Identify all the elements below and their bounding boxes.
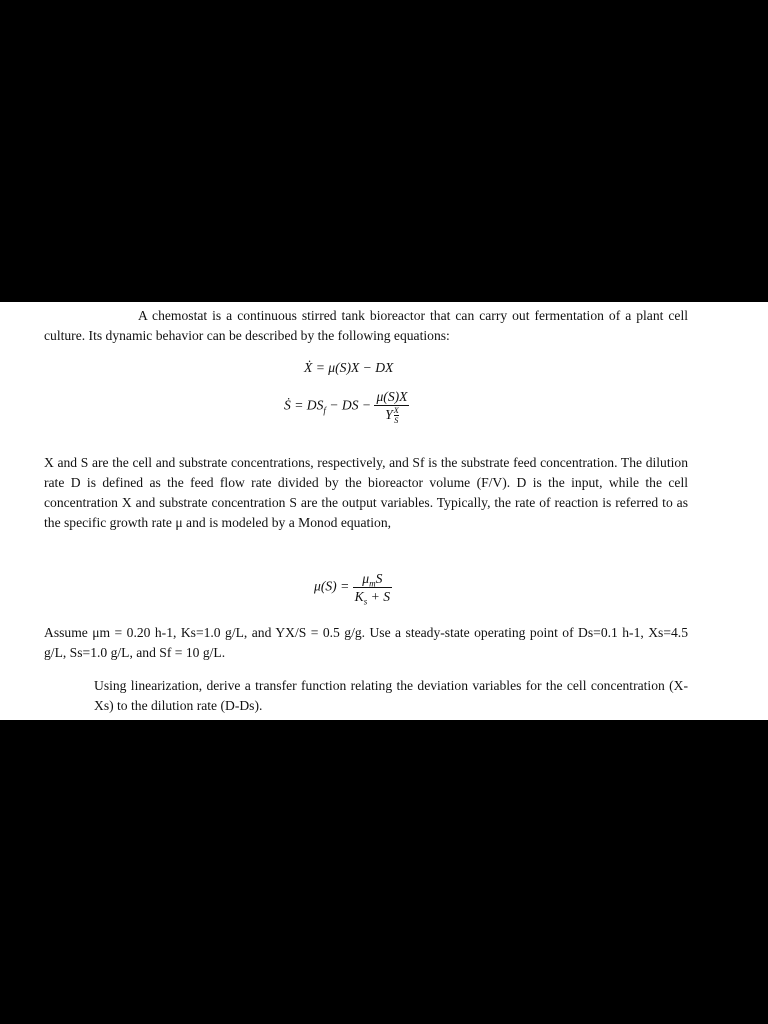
substrate-balance-equation: [284, 388, 409, 440]
eq2-rhs-a-sub: f: [323, 405, 326, 416]
eq1-equals: =: [312, 360, 329, 375]
eq3-frac-num: [353, 570, 392, 588]
eq2-frac-den-main: Y: [385, 407, 393, 422]
eq2-rhs-a: DS: [306, 397, 324, 413]
assume-paragraph: Assume μm = 0.20 h-1, Ks=1.0 g/L, and YX/S = 0.5 g/g. Use a steady-state operating point of Ds=0.1 h-1, Xs=4.5 g/L, Ss=1.0 g/L, and Sf = 10 g/L.: [44, 625, 688, 660]
intro-paragraph: A chemostat is a continuous stirred tank bioreactor that can carry out fermentation of a plant cell culture. Its dynamic behavior can be described by the following equations:: [44, 308, 688, 343]
eq2-frac-den-sub-top: X: [393, 405, 399, 415]
cell-balance-equation: [304, 358, 393, 378]
document-page: [0, 302, 768, 720]
eq2-frac-den: [374, 406, 409, 425]
eq2-rhs-b: − DS −: [325, 397, 375, 413]
eq2-fraction: [374, 388, 409, 425]
eq2-lhs: Ṡ: [284, 397, 291, 413]
eq3-den-rest: + S: [367, 589, 391, 604]
eq1-rhs: μ(S)X − DX: [328, 360, 394, 375]
eq3-num-s: S: [375, 571, 383, 586]
eq3-den-k-sub: s: [363, 596, 368, 607]
eq2-frac-num: μ(S)X: [376, 389, 408, 404]
eq2-frac-den-sub-bottom: S: [394, 415, 399, 425]
eq3-num-mu-sub: m: [369, 578, 376, 589]
eq2-equals: =: [290, 397, 307, 413]
eq3-frac-den: [353, 588, 392, 605]
task-paragraph: Using linearization, derive a transfer function relating the deviation variables for the cell concentration (X-Xs) to the dilution rate (D-Ds).: [94, 678, 688, 713]
eq3-lhs: μ(S) =: [314, 578, 353, 594]
eq3-num-mu: μ: [362, 571, 370, 586]
eq3-fraction: [353, 570, 392, 605]
variables-paragraph: X and S are the cell and substrate concentrations, respectively, and Sf is the substrate feed concentration. The dilution rate D is defined as the feed flow rate divided by the bioreactor volume (F/V). D is the input, while the cell concentration X and substrate concentration S are the output variables. Typically, the rate of reaction is referred to as the specific growth rate μ and is modeled by a Monod equation,: [44, 455, 688, 530]
eq2-frac-den-subfrac: [394, 406, 399, 425]
eq3-den-k: K: [354, 589, 364, 604]
eq1-lhs: Ẋ: [304, 360, 313, 375]
monod-equation: [314, 570, 392, 610]
